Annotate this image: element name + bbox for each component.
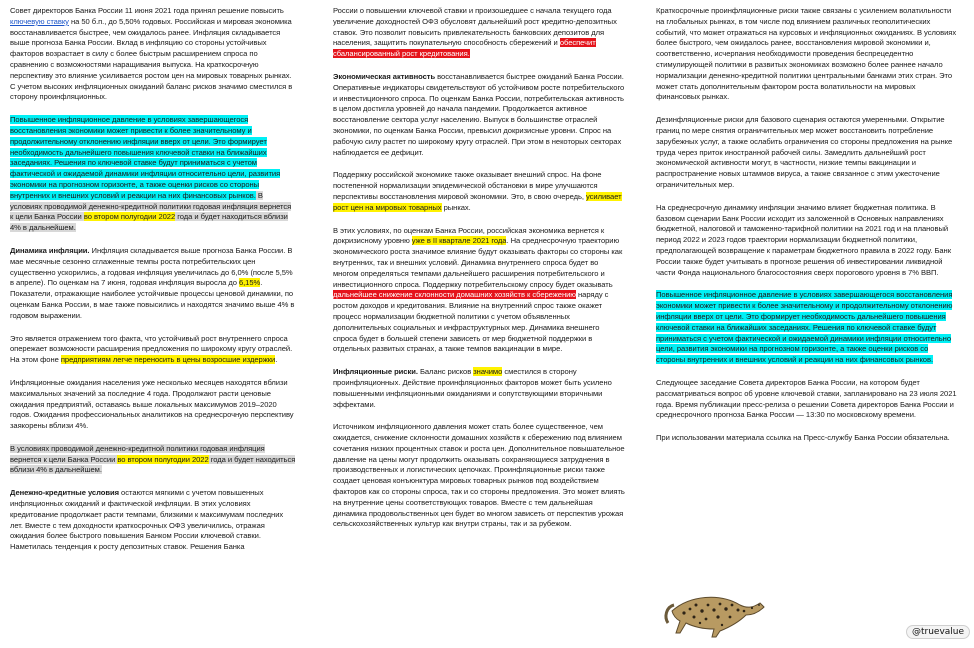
paragraph-demand [10,334,296,366]
text: Инфляция складывается выше прогноза Банка России. В мае месячные сезонно сглаженные темпы роста потребительских цен существенно ускорились, а годовая инфляция увеличилась до 6,0% (после 5,5% в апреле). По оценкам на 7 июня, годовая инфляция выросла до [10,245,293,288]
paragraph-forecast-repeat [656,290,958,366]
paragraph-monetary-conditions [10,488,296,553]
section-heading: Экономическая активность [333,71,436,81]
text: Следующее заседание Совета директоров Банка России, на котором будет рассматриваться вопрос об уровне ключевой ставки, запланировано на 23 июля 2021 года. Время публикации пресс-релиза о решении Совета директоров Банка России и среднесрочного прогноза Банка России — 13:30 по московскому времени. [656,377,957,420]
text: Это является отражением того факта, что устойчивый рост внутреннего спроса опережает возможности расширения предложения по широкому кругу отраслей. На этом фоне [10,333,293,365]
highlight-yellow: усиливает рост цен на мировых товарных [333,191,622,212]
paragraph-disinflation [656,115,958,191]
column-left [10,6,296,565]
text: При использовании материала ссылка на Пресс-службу Банка России обязательна. [656,433,950,443]
column-middle [333,6,625,542]
highlight-gray: года и будет находиться вблизи 4% в дальнейшем. [10,454,296,475]
paragraph-forecast [10,115,296,234]
author-signature: @truevalue [906,625,970,639]
text: Поддержку российской экономике также оказывает внешний спрос. На фоне постепенной нормализации эпидемической обстановки в мире улучшаются перспективы восстановления мировой экономики. Это, в свою очередь, [333,170,602,201]
section-heading: Инфляционные риски. [333,367,418,377]
highlight-gray: В условиях проводимой денежно-кредитной политики годовая инфляция вернется к цели Банка России [10,443,265,464]
highlight-red: дальнейшее снижение склонности домашних хозяйств к сбережению [333,290,576,300]
highlight-gray: года и будет находиться вблизи 4% в дальнейшем. [10,212,288,233]
section-heading: Денежно-кредитные условия [10,488,119,498]
section-heading: Динамика инфляции. [10,245,90,255]
paragraph-inflation-dynamics [10,246,296,322]
text: На среднесрочную динамику инфляции значимо влияет бюджетная политика. В базовом сценарии Банк России исходит из заложенной в Основных направлениях бюджетной, налоговой и таможенно-тарифной политики на 2021 год и на плановый период 2022 и 2023 годов траектории нормализации бюджетной политики, предполагающей возвращение к параметрам бюджетного правила в 2022 году. Банк России также будет учитывать в прогнозе решения об инвестировании ликвидной части Фонда национального благосостояния сверх порогового уровня в 7% ВВП. [656,202,951,277]
text: Источником инфляционного давления может стать более существенное, чем ожидается, снижение склонности домашних хозяйств к сбережению под влиянием сочетания низких процентных ставок и роста цен. Дополнительное повышательное давление на цены могут продолжить оказывать сохраняющиеся затруднения в производственных и логистических цепочках. Проинфляционные риски также создает ценовая конъюнктура мировых товарных рынков под воздействием факторов как со стороны спроса, так и со стороны предложения. Это может влиять на внутренние цены соответствующих товаров. Вместе с тем дальнейшая динамика продовольственных цен будет во многом зависеть от перспектив урожая сельскохозяйственных культур как внутри страны, так и за рубежом. [333,422,625,529]
text: В этих условиях, по оценкам Банка России, российская экономика вернется к докризисному уровню [333,225,605,246]
text: сместился в сторону проинфляционных. Действие проинфляционных факторов может быть усилено повышенными инфляционными ожиданиями и сопутствующими вторичными эффектами. [333,367,612,409]
highlight-cyan: Повышенное инфляционное давление в условиях завершающегося восстановления экономики может привести к более значительному и продолжительному отклонению инфляции вверх от цели. Это формирует необходимость дальнейшего повышения ключевой ставки на ближайших заседаниях. Решения по ключевой ставке будут приниматься с учетом фактической и ожидаемой динамики инфляции относительно цели, развития экономики на прогнозном горизонте, а также оценки рисков со стороны внутренних и внешних условий и реакции на них финансовых рынков. [656,290,953,365]
paragraph-budget [656,203,958,279]
paragraph-next-meeting [656,378,958,421]
paragraph-recovery [333,226,625,356]
paragraph-pressure-sources [333,422,625,530]
highlight-red: обеспечит сбалансированный рост кредитования. [333,38,596,59]
text: Баланс рисков [417,367,474,377]
highlight-gray: В условиях проводимой денежно-кредитной политики годовая инфляция вернется к цели Банка России [10,190,292,222]
text: России о повышении ключевой ставки и произошедшее с начала текущего года увеличение доходностей ОФЗ обусловят дальнейший рост кредитно-депозитных ставок. Это позволит повысить привлекательность банковских депозитов для населения, защитить покупательную способность сбережений и [333,6,617,48]
paragraph-policy-repeat [10,444,296,476]
text: на 50 б.п., до 5,50% годовых. Российская и мировая экономика восстанавливается быстрее, чем ожидалось ранее. Инфляция складывается выше прогноза Банка России. Вклад в инфляцию со стороны устойчивых факторов возрастает в силу с более быстрым расширением спроса по сравнению с возможностями наращивания выпуска. На краткосрочную перспективу это влияние усиливается ростом цен на мировых товарных рынках. С учетом высоких инфляционных ожиданий баланс рисков значимо сместился в сторону проинфляционных. [10,16,293,102]
text: . На среднесрочную траекторию экономического роста значимое влияние будут оказывать факторы со стороны как внутренних, так и внешних условий. Динамика внутреннего спроса будет во многом определяться темпами дальнейшего расширения потребительского и инвестиционного спроса. Поддержку потребительскому спросу будет оказывать [333,236,623,289]
column-right [656,6,958,456]
highlight-yellow: предприятиям легче переносить в цены возросшие издержки [60,355,276,365]
text: наряду с ростом доходов и кредитования. Влияние на внутренний спрос также окажет процесс нормализации бюджетной политики с учетом объявленных дополнительных социальных и инфраструктурных мер. Динамика внешнего спроса будет в большей степени зависеть от мер бюджетной поддержки в отдельных развитых странах, а также темпов вакцинации в мире. [333,290,609,354]
text: Инфляционные ожидания населения уже несколько месяцев находятся вблизи максимальных значений за последние 4 года. Продолжают расти ценовые ожидания предприятий, оставаясь выше локальных максимумов 2019–2020 годов. Ожидания профессиональных аналитиков на среднесрочную перспективу заякорены вблизи 4%. [10,377,294,431]
paragraph-attribution [656,433,958,444]
paragraph-deposit-rates [333,6,625,60]
text: . [275,355,278,365]
text: Совет директоров Банка России 11 июня 2021 года принял решение повысить [10,6,284,15]
text: Краткосрочные проинфляционные риски также связаны с усилением волатильности на глобальных рынках, в том числе под влиянием различных геополитических событий, что может отражаться на курсовых и инфляционных ожиданиях. В условиях более быстрого, чем ожидалось ранее, восстановления мировой экономики и, соответственно, исчерпания необходимости проведения беспрецедентно стимулирующей политики в развитых экономиках возможно более раннее начало нормализации денежно-кредитной политики центральными банками этих стран. Это может стать дополнительным фактором роста волатильности на мировых финансовых рынках. [656,6,957,102]
highlight-yellow: во втором полугодии 2022 [83,212,176,222]
highlight-cyan: Повышенное инфляционное давление в условиях завершающегося восстановления экономики может привести к более значительному и продолжительному отклонению инфляции вверх от цели. Это формирует необходимость дальнейшего повышения ключевой ставки на ближайших заседаниях. Решения по ключевой ставке будут приниматься с учетом фактической и ожидаемой динамики инфляции относительно цели, развития экономики на прогнозном горизонте, а также оценки рисков со стороны внутренних и внешних условий и реакции на них финансовых рынков. [10,115,281,200]
highlight-yellow: 6,15% [238,278,261,288]
text: рынках. [441,202,471,212]
paragraph-external-demand [333,170,625,213]
paragraph-economic-activity [333,72,625,158]
key-rate-link[interactable]: ключевую ставку [10,16,69,26]
leopard-image [660,583,767,639]
highlight-yellow: во втором полугодии 2022 [117,454,209,464]
paragraph-expectations [10,378,296,432]
text: . Показатели, отражающие наиболее устойчивые процессы ценовой динамики, по оценкам Банка России, в мае также повысились и находятся значимо выше 4% в годовом выражении. [10,278,295,320]
text: восстанавливается быстрее ожиданий Банка России. Оперативные индикаторы свидетельствуют об устойчивом росте потребительского и инвестиционного спроса. По оценкам Банка России, потребительская активность в целом достигла уровней до начала пандемии. Продолжается активное восстановление сектора услуг населению. Выпуск в большинстве отраслей экономики, по оценкам Банка России, превысил докризисные уровни. Спрос на рабочую силу растет по широкому кругу отраслей. При этом в некоторых секторах наблюдается ее дефицит. [333,71,625,157]
text: Дезинфляционные риски для базового сценария остаются умеренными. Открытие границ по мере снятия ограничительных мер может восстановить потребление зарубежных услуг, а также ослабить ограничения со стороны предложения на рынке труда через приток иностранной рабочей силы. Замедлить дальнейший рост экономической активности могут, в частности, низкие темпы вакцинации и распространение новых штаммов вируса, а также связанное с этим ужесточение ограничительных мер. [656,115,953,189]
highlight-yellow: уже в II квартале 2021 года [411,236,507,246]
paragraph-inflation-risks [333,367,625,410]
paragraph-volatility [656,6,958,103]
highlight-yellow: значимо [473,367,503,377]
paragraph-decision [10,6,296,103]
text: остаются мягкими с учетом повышенных инфляционных ожиданий и фактической инфляции. В этих условиях кредитование продолжает расти темпами, близкими к максимумам последних лет. Вместе с тем доходности краткосрочных ОФЗ увеличились, отражая ожидания более быстрого повышения Банком России ключевой ставки. Наметилась тенденция к росту депозитных ставок. Решения Банка [10,488,284,552]
